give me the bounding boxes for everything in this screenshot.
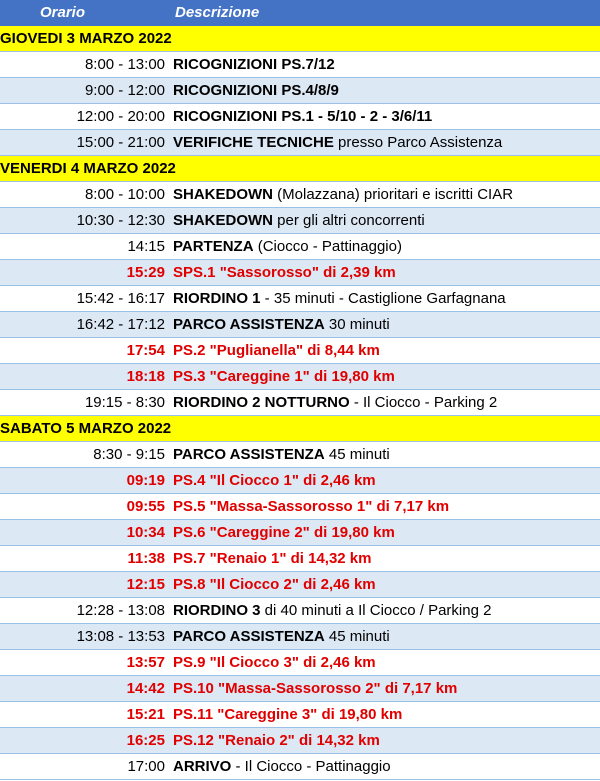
description-rest: - 35 minuti - Castiglione Garfagnana bbox=[260, 290, 506, 307]
description-bold: PS.5 "Massa-Sassorosso 1" di 7,17 km bbox=[173, 498, 450, 515]
description-bold: PS.9 "Il Ciocco 3" di 2,46 km bbox=[173, 654, 376, 671]
description-cell bbox=[171, 104, 600, 130]
time-cell: 8:00 - 13:00 bbox=[0, 52, 171, 78]
description-cell bbox=[171, 286, 600, 312]
description-bold: PS.4 "Il Ciocco 1" di 2,46 km bbox=[173, 472, 376, 489]
description-cell bbox=[171, 546, 600, 572]
description-bold: RIORDINO 2 NOTTURNO bbox=[173, 394, 350, 411]
description-bold: PS.3 "Careggine 1" di 19,80 km bbox=[173, 368, 395, 385]
description-rest: 30 minuti bbox=[324, 316, 390, 333]
day-header-row bbox=[0, 416, 600, 442]
stage-row bbox=[0, 468, 600, 494]
description-cell bbox=[171, 598, 600, 624]
description-bold: PS.7 "Renaio 1" di 14,32 km bbox=[173, 550, 372, 567]
stage-row bbox=[0, 364, 600, 390]
time-cell: 12:00 - 20:00 bbox=[0, 104, 171, 130]
description-rest: presso Parco Assistenza bbox=[333, 134, 503, 151]
time-cell: 18:18 bbox=[0, 364, 171, 390]
day-header-row bbox=[0, 26, 600, 52]
description-cell bbox=[171, 650, 600, 676]
stage-row bbox=[0, 494, 600, 520]
stage-row bbox=[0, 676, 600, 702]
description-cell bbox=[171, 338, 600, 364]
time-cell: 15:29 bbox=[0, 260, 171, 286]
description-bold: PARTENZA bbox=[173, 238, 254, 255]
table-row bbox=[0, 208, 600, 234]
time-cell: 12:15 bbox=[0, 572, 171, 598]
description-cell bbox=[171, 312, 600, 338]
description-rest: per gli altri concorrenti bbox=[273, 212, 425, 229]
description-bold: VERIFICHE TECNICHE bbox=[173, 134, 334, 151]
description-bold: PARCO ASSISTENZA bbox=[173, 628, 325, 645]
table-row bbox=[0, 754, 600, 780]
time-cell: 09:55 bbox=[0, 494, 171, 520]
time-cell: 19:15 - 8:30 bbox=[0, 390, 171, 416]
description-bold: RIORDINO 1 bbox=[173, 290, 261, 307]
stage-row bbox=[0, 650, 600, 676]
description-cell bbox=[171, 130, 600, 156]
description-bold: RIORDINO 3 bbox=[173, 602, 261, 619]
description-rest: (Molazzana) prioritari e iscritti CIAR bbox=[273, 186, 514, 203]
table-row bbox=[0, 182, 600, 208]
stage-row bbox=[0, 728, 600, 754]
time-cell: 16:42 - 17:12 bbox=[0, 312, 171, 338]
description-rest: di 40 minuti a Il Ciocco / Parking 2 bbox=[260, 602, 492, 619]
time-cell: 8:30 - 9:15 bbox=[0, 442, 171, 468]
table-row bbox=[0, 442, 600, 468]
time-cell: 09:19 bbox=[0, 468, 171, 494]
description-bold: RICOGNIZIONI PS.4/8/9 bbox=[173, 82, 339, 99]
description-bold: RICOGNIZIONI PS.1 - 5/10 - 2 - 3/6/11 bbox=[173, 108, 433, 125]
time-cell: 14:15 bbox=[0, 234, 171, 260]
description-cell bbox=[171, 702, 600, 728]
time-cell: 8:00 - 10:00 bbox=[0, 182, 171, 208]
time-cell: 15:42 - 16:17 bbox=[0, 286, 171, 312]
description-rest: 45 minuti bbox=[324, 628, 390, 645]
description-bold: PARCO ASSISTENZA bbox=[173, 446, 325, 463]
description-bold: PS.2 "Puglianella" di 8,44 km bbox=[173, 342, 380, 359]
header-time: Orario bbox=[0, 0, 171, 26]
description-cell bbox=[171, 624, 600, 650]
time-cell: 14:42 bbox=[0, 676, 171, 702]
description-bold: PS.11 "Careggine 3" di 19,80 km bbox=[173, 706, 403, 723]
table-row bbox=[0, 624, 600, 650]
description-cell bbox=[171, 442, 600, 468]
description-bold: PS.10 "Massa-Sassorosso 2" di 7,17 km bbox=[173, 680, 458, 697]
description-bold: PARCO ASSISTENZA bbox=[173, 316, 325, 333]
table-row bbox=[0, 78, 600, 104]
description-cell bbox=[171, 78, 600, 104]
table-row bbox=[0, 104, 600, 130]
description-bold: PS.6 "Careggine 2" di 19,80 km bbox=[173, 524, 395, 541]
stage-row bbox=[0, 260, 600, 286]
description-bold: ARRIVO bbox=[173, 758, 232, 775]
description-cell bbox=[171, 390, 600, 416]
description-cell bbox=[171, 494, 600, 520]
table-row bbox=[0, 390, 600, 416]
description-cell bbox=[171, 208, 600, 234]
time-cell: 15:00 - 21:00 bbox=[0, 130, 171, 156]
description-cell bbox=[171, 728, 600, 754]
stage-row bbox=[0, 338, 600, 364]
stage-row bbox=[0, 702, 600, 728]
time-cell: 16:25 bbox=[0, 728, 171, 754]
table-row bbox=[0, 312, 600, 338]
description-rest: - Il Ciocco - Pattinaggio bbox=[231, 758, 391, 775]
time-cell: 10:34 bbox=[0, 520, 171, 546]
table-row bbox=[0, 598, 600, 624]
description-cell bbox=[171, 572, 600, 598]
time-cell: 17:00 bbox=[0, 754, 171, 780]
table-row bbox=[0, 52, 600, 78]
day-label: VENERDI 4 MARZO 2022 bbox=[0, 156, 600, 182]
description-rest: - Il Ciocco - Parking 2 bbox=[349, 394, 498, 411]
stage-row bbox=[0, 572, 600, 598]
time-cell: 15:21 bbox=[0, 702, 171, 728]
table-row bbox=[0, 130, 600, 156]
table-header-row bbox=[0, 0, 600, 26]
description-rest: 45 minuti bbox=[324, 446, 390, 463]
time-cell: 11:38 bbox=[0, 546, 171, 572]
header-description: Descrizione bbox=[171, 0, 600, 26]
description-cell bbox=[171, 754, 600, 780]
day-label: GIOVEDI 3 MARZO 2022 bbox=[0, 26, 600, 52]
description-cell bbox=[171, 52, 600, 78]
day-label: SABATO 5 MARZO 2022 bbox=[0, 416, 600, 442]
time-cell: 13:57 bbox=[0, 650, 171, 676]
description-cell bbox=[171, 520, 600, 546]
description-cell bbox=[171, 468, 600, 494]
stage-row bbox=[0, 520, 600, 546]
table-row bbox=[0, 234, 600, 260]
description-cell bbox=[171, 182, 600, 208]
schedule-body bbox=[0, 26, 600, 780]
description-cell bbox=[171, 364, 600, 390]
day-header-row bbox=[0, 156, 600, 182]
time-cell: 17:54 bbox=[0, 338, 171, 364]
description-bold: SPS.1 "Sassorosso" di 2,39 km bbox=[173, 264, 396, 281]
description-rest: (Ciocco - Pattinaggio) bbox=[253, 238, 402, 255]
table-row bbox=[0, 286, 600, 312]
time-cell: 9:00 - 12:00 bbox=[0, 78, 171, 104]
description-cell bbox=[171, 234, 600, 260]
time-cell: 13:08 - 13:53 bbox=[0, 624, 171, 650]
description-bold: PS.12 "Renaio 2" di 14,32 km bbox=[173, 732, 380, 749]
description-bold: SHAKEDOWN bbox=[173, 186, 273, 203]
description-cell bbox=[171, 260, 600, 286]
time-cell: 10:30 - 12:30 bbox=[0, 208, 171, 234]
description-cell bbox=[171, 676, 600, 702]
description-bold: RICOGNIZIONI PS.7/12 bbox=[173, 56, 335, 73]
description-bold: PS.8 "Il Ciocco 2" di 2,46 km bbox=[173, 576, 376, 593]
description-bold: SHAKEDOWN bbox=[173, 212, 273, 229]
time-cell: 12:28 - 13:08 bbox=[0, 598, 171, 624]
stage-row bbox=[0, 546, 600, 572]
